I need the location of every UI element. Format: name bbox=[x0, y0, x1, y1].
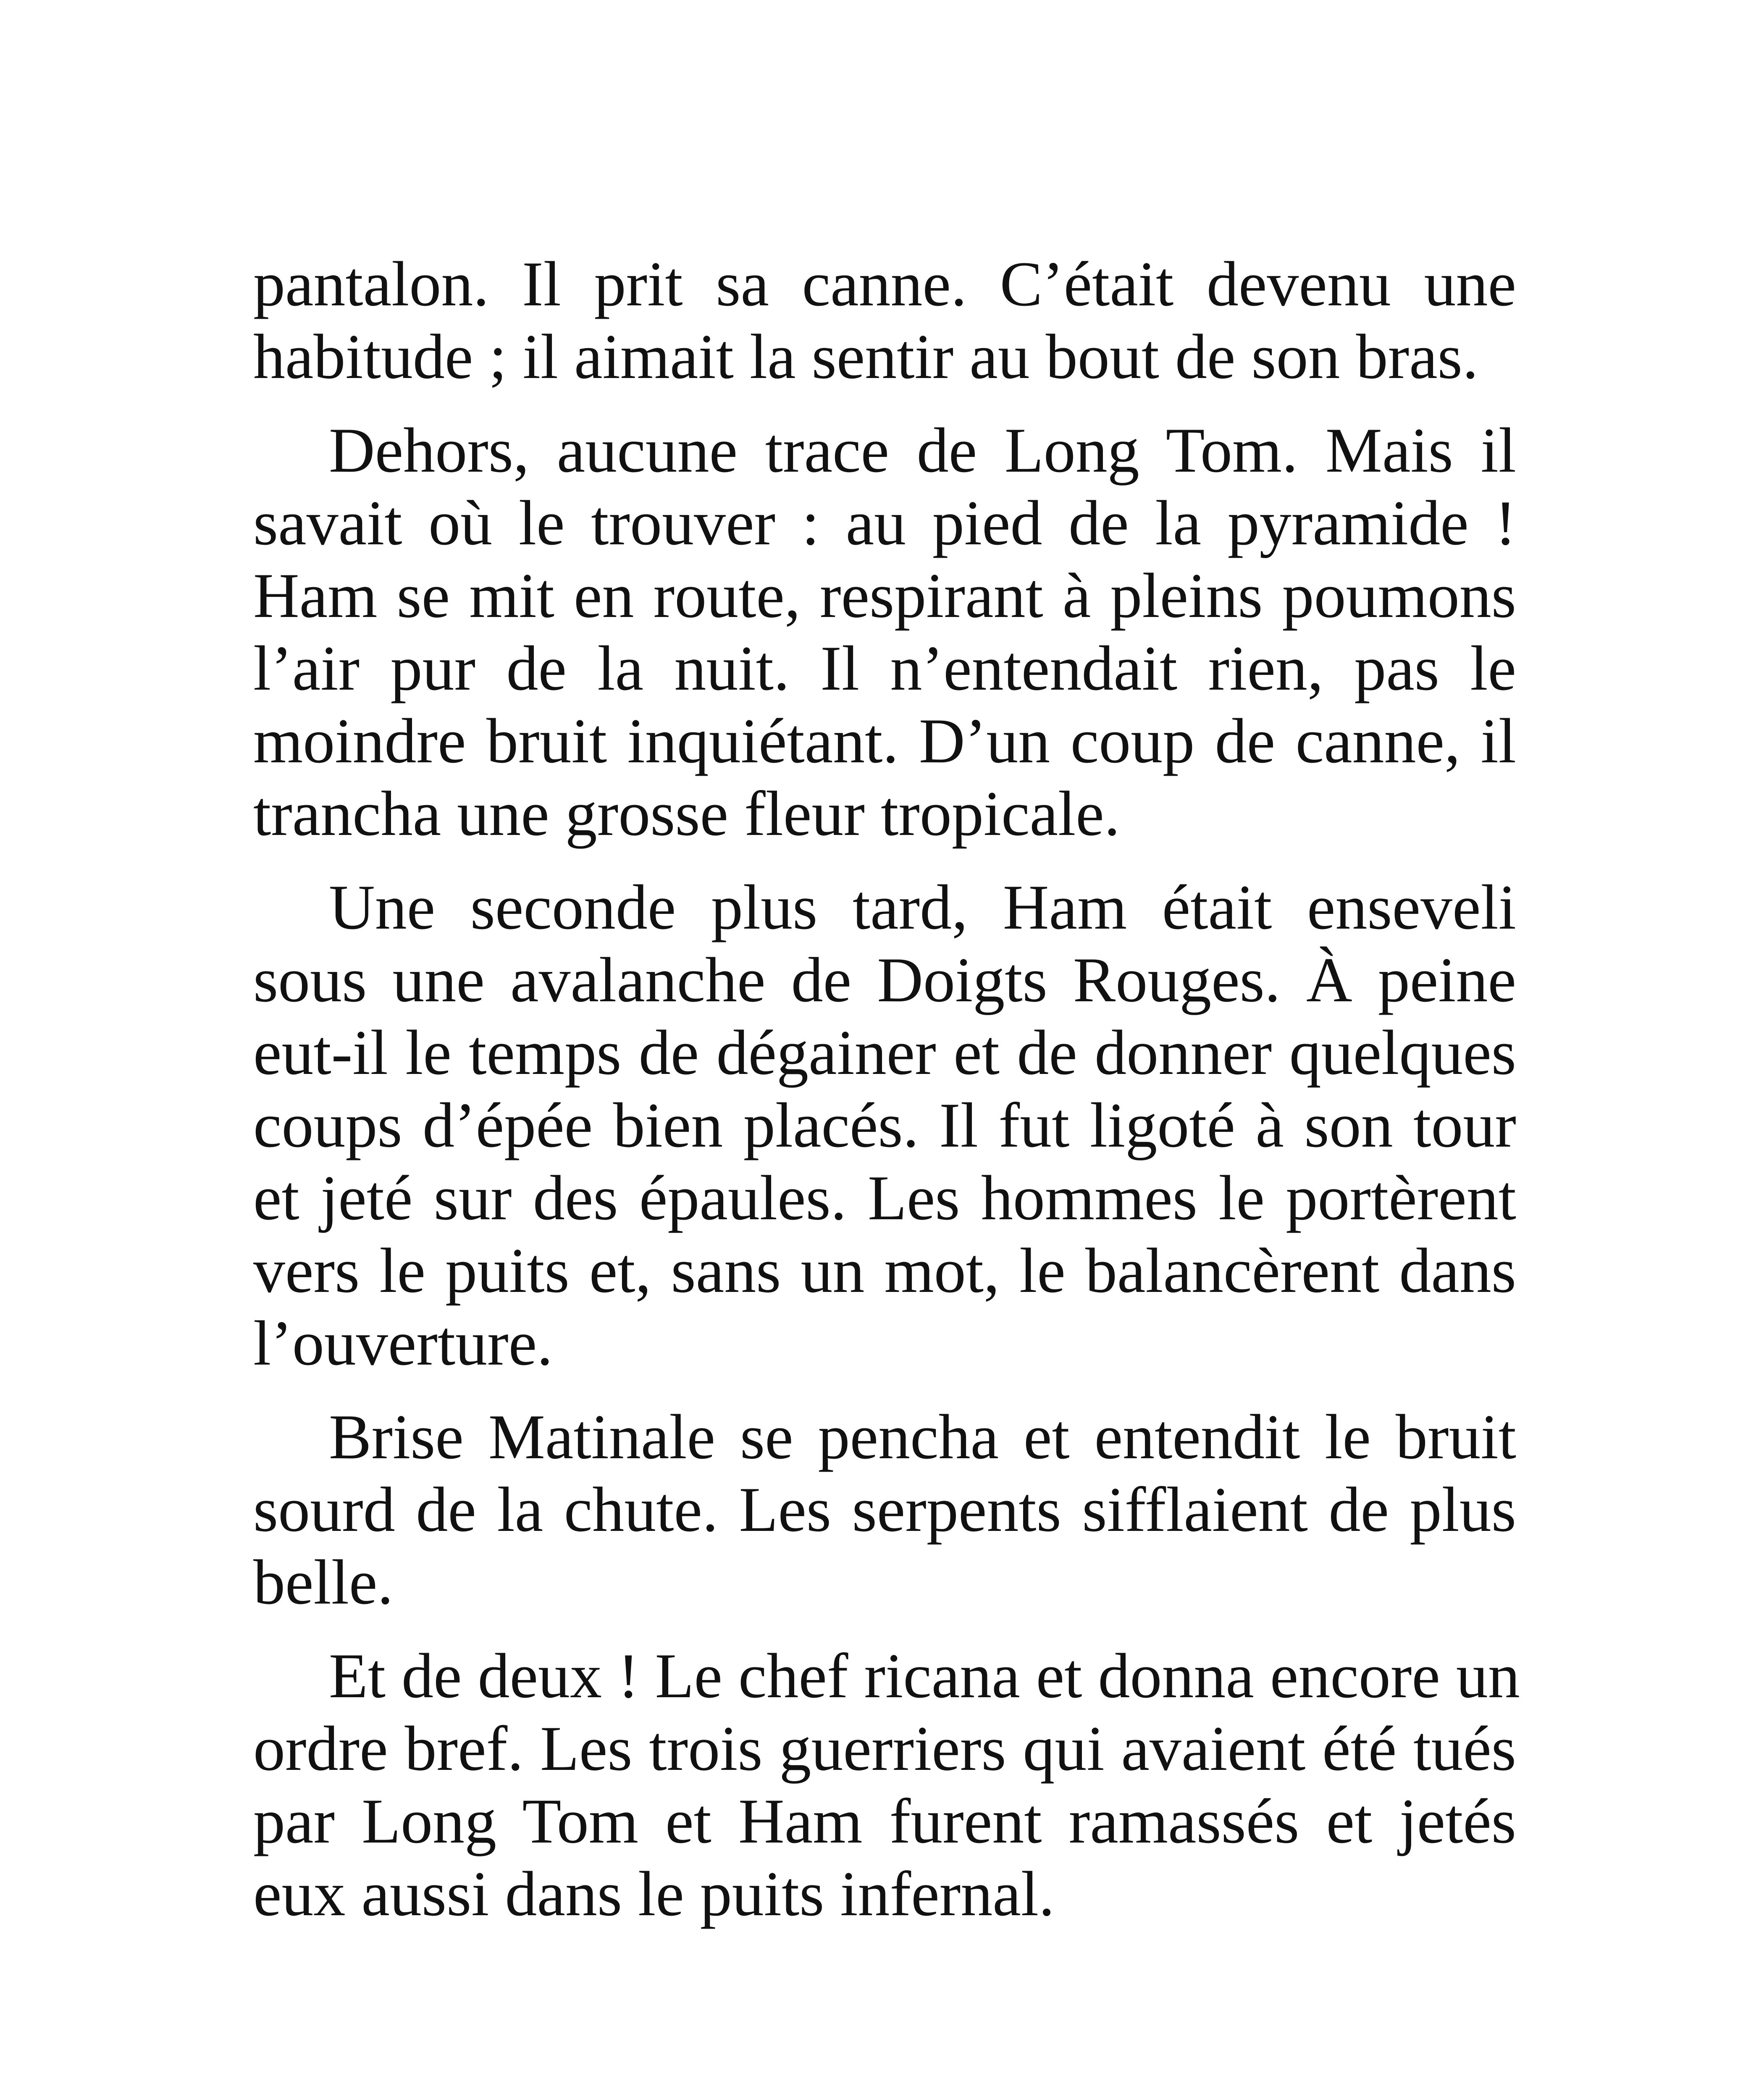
text-line: pantalon. Il prit sa canne. C’était devenu une bbox=[253, 249, 1516, 319]
text-line: Et de deux ! Le chef ricana et donna encore un bbox=[329, 1641, 1520, 1711]
paragraph-2 bbox=[253, 414, 1516, 850]
text-line: sous une avalanche de Doigts Rouges. À peine bbox=[253, 945, 1516, 1015]
text-line: moindre bruit inquiétant. D’un coup de canne, il bbox=[253, 706, 1516, 776]
body-text bbox=[253, 248, 1520, 1951]
text-line: et jeté sur des épaules. Les hommes le portèrent bbox=[253, 1163, 1516, 1233]
paragraph-4 bbox=[253, 1401, 1516, 1619]
text-line: eut-il le temps de dégainer et de donner quelques bbox=[253, 1017, 1516, 1088]
text-line: belle. bbox=[253, 1547, 394, 1617]
paragraph-1 bbox=[253, 248, 1516, 393]
text-line: sourd de la chute. Les serpents sifflaient de plus bbox=[253, 1474, 1516, 1545]
text-line: vers le puits et, sans un mot, le balancèrent dans bbox=[253, 1235, 1516, 1306]
text-line: par Long Tom et Ham furent ramassés et jetés bbox=[253, 1786, 1516, 1856]
paragraph-3 bbox=[253, 871, 1516, 1380]
text-line: ordre bref. Les trois guerriers qui avaient été tués bbox=[253, 1713, 1516, 1784]
text-line: Ham se mit en route, respirant à pleins poumons bbox=[253, 560, 1516, 631]
text-line: l’air pur de la nuit. Il n’entendait rien, pas le bbox=[253, 633, 1516, 704]
text-line: Brise Matinale se pencha et entendit le bruit bbox=[329, 1402, 1516, 1472]
text-line: savait où le trouver : au pied de la pyramide ! bbox=[253, 488, 1516, 558]
text-line: trancha une grosse fleur tropicale. bbox=[253, 778, 1120, 849]
text-line: Une seconde plus tard, Ham était enseveli bbox=[329, 872, 1516, 942]
text-line: l’ouverture. bbox=[253, 1308, 553, 1378]
text-line: coups d’épée bien placés. Il fut ligoté à son tour bbox=[253, 1090, 1516, 1160]
text-line: habitude ; il aimait la sentir au bout de son bras. bbox=[253, 321, 1478, 392]
text-line: Dehors, aucune trace de Long Tom. Mais il bbox=[329, 415, 1516, 486]
paragraph-5 bbox=[253, 1640, 1520, 1930]
text-line: eux aussi dans le puits infernal. bbox=[253, 1858, 1055, 1929]
